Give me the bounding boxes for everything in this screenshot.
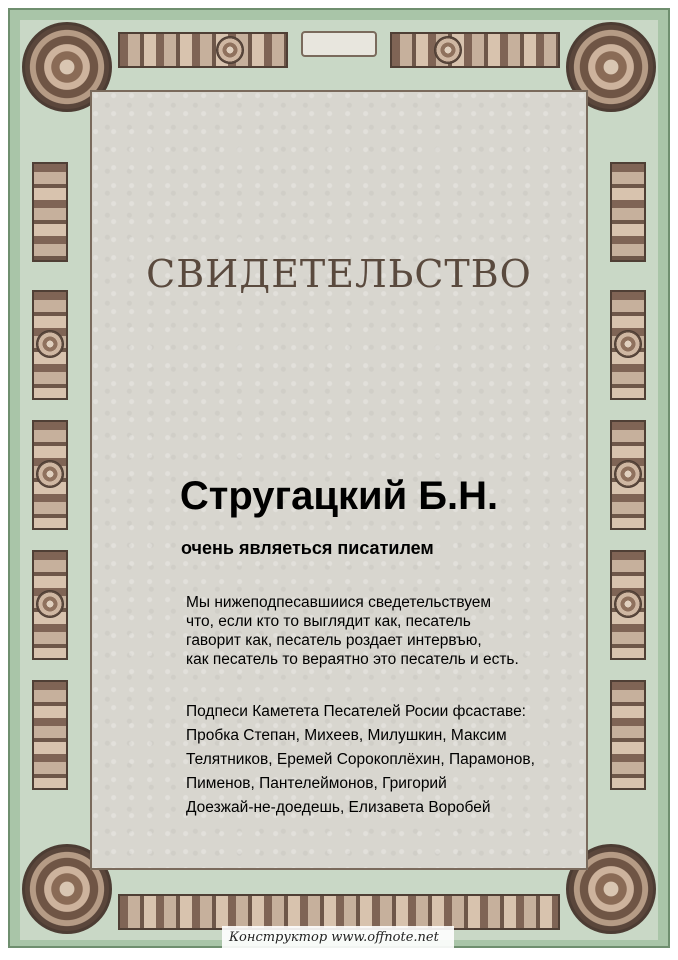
committee-line: Телятников, Еремей Сорокоплёхин, Парамонов, xyxy=(186,751,535,768)
body-line: гаворит как, песатель роздает интервъю, xyxy=(186,632,482,649)
committee-signatures xyxy=(186,700,535,820)
rosette-icon xyxy=(36,330,64,358)
ornament-left-panel xyxy=(32,680,68,790)
ornament-top-left-panel xyxy=(118,32,288,68)
ornament-top-plaque xyxy=(301,31,377,57)
body-line: как песатель то вераятно это песатель и есть. xyxy=(186,651,519,668)
rosette-icon xyxy=(614,590,642,618)
rosette-icon xyxy=(614,330,642,358)
committee-line: Пименов, Пантелеймонов, Григорий xyxy=(186,775,447,792)
recipient-subtitle: очень являеться писатилем xyxy=(181,538,434,558)
body-line: Мы нижеподпесавшиися сведетельствуем xyxy=(186,594,492,611)
ornament-right-panel xyxy=(610,680,646,790)
ornament-top-right-panel xyxy=(390,32,560,68)
committee-line: Пробка Степан, Михеев, Милушкин, Максим xyxy=(186,727,507,744)
ornament-right-panel xyxy=(610,162,646,262)
ornament-bottom-panel xyxy=(118,894,560,930)
ornament-left-panel xyxy=(32,162,68,262)
footer-watermark: Конструктор www.offnote.net xyxy=(229,930,439,945)
rosette-icon xyxy=(36,590,64,618)
certificate-title: СВИДЕТЕЛЬСТВО xyxy=(146,252,532,296)
rosette-icon xyxy=(216,36,244,64)
certificate-body xyxy=(186,593,519,669)
rosette-icon xyxy=(434,36,462,64)
committee-line: Подпеси Каметета Песателей Росии фсаставе: xyxy=(186,703,526,720)
body-line: что, если кто то выглядит как, песатель xyxy=(186,613,471,630)
recipient-name: Стругацкий Б.Н. xyxy=(179,474,499,518)
committee-line: Доезжай-не-доедешь, Елизавета Воробей xyxy=(186,799,491,816)
